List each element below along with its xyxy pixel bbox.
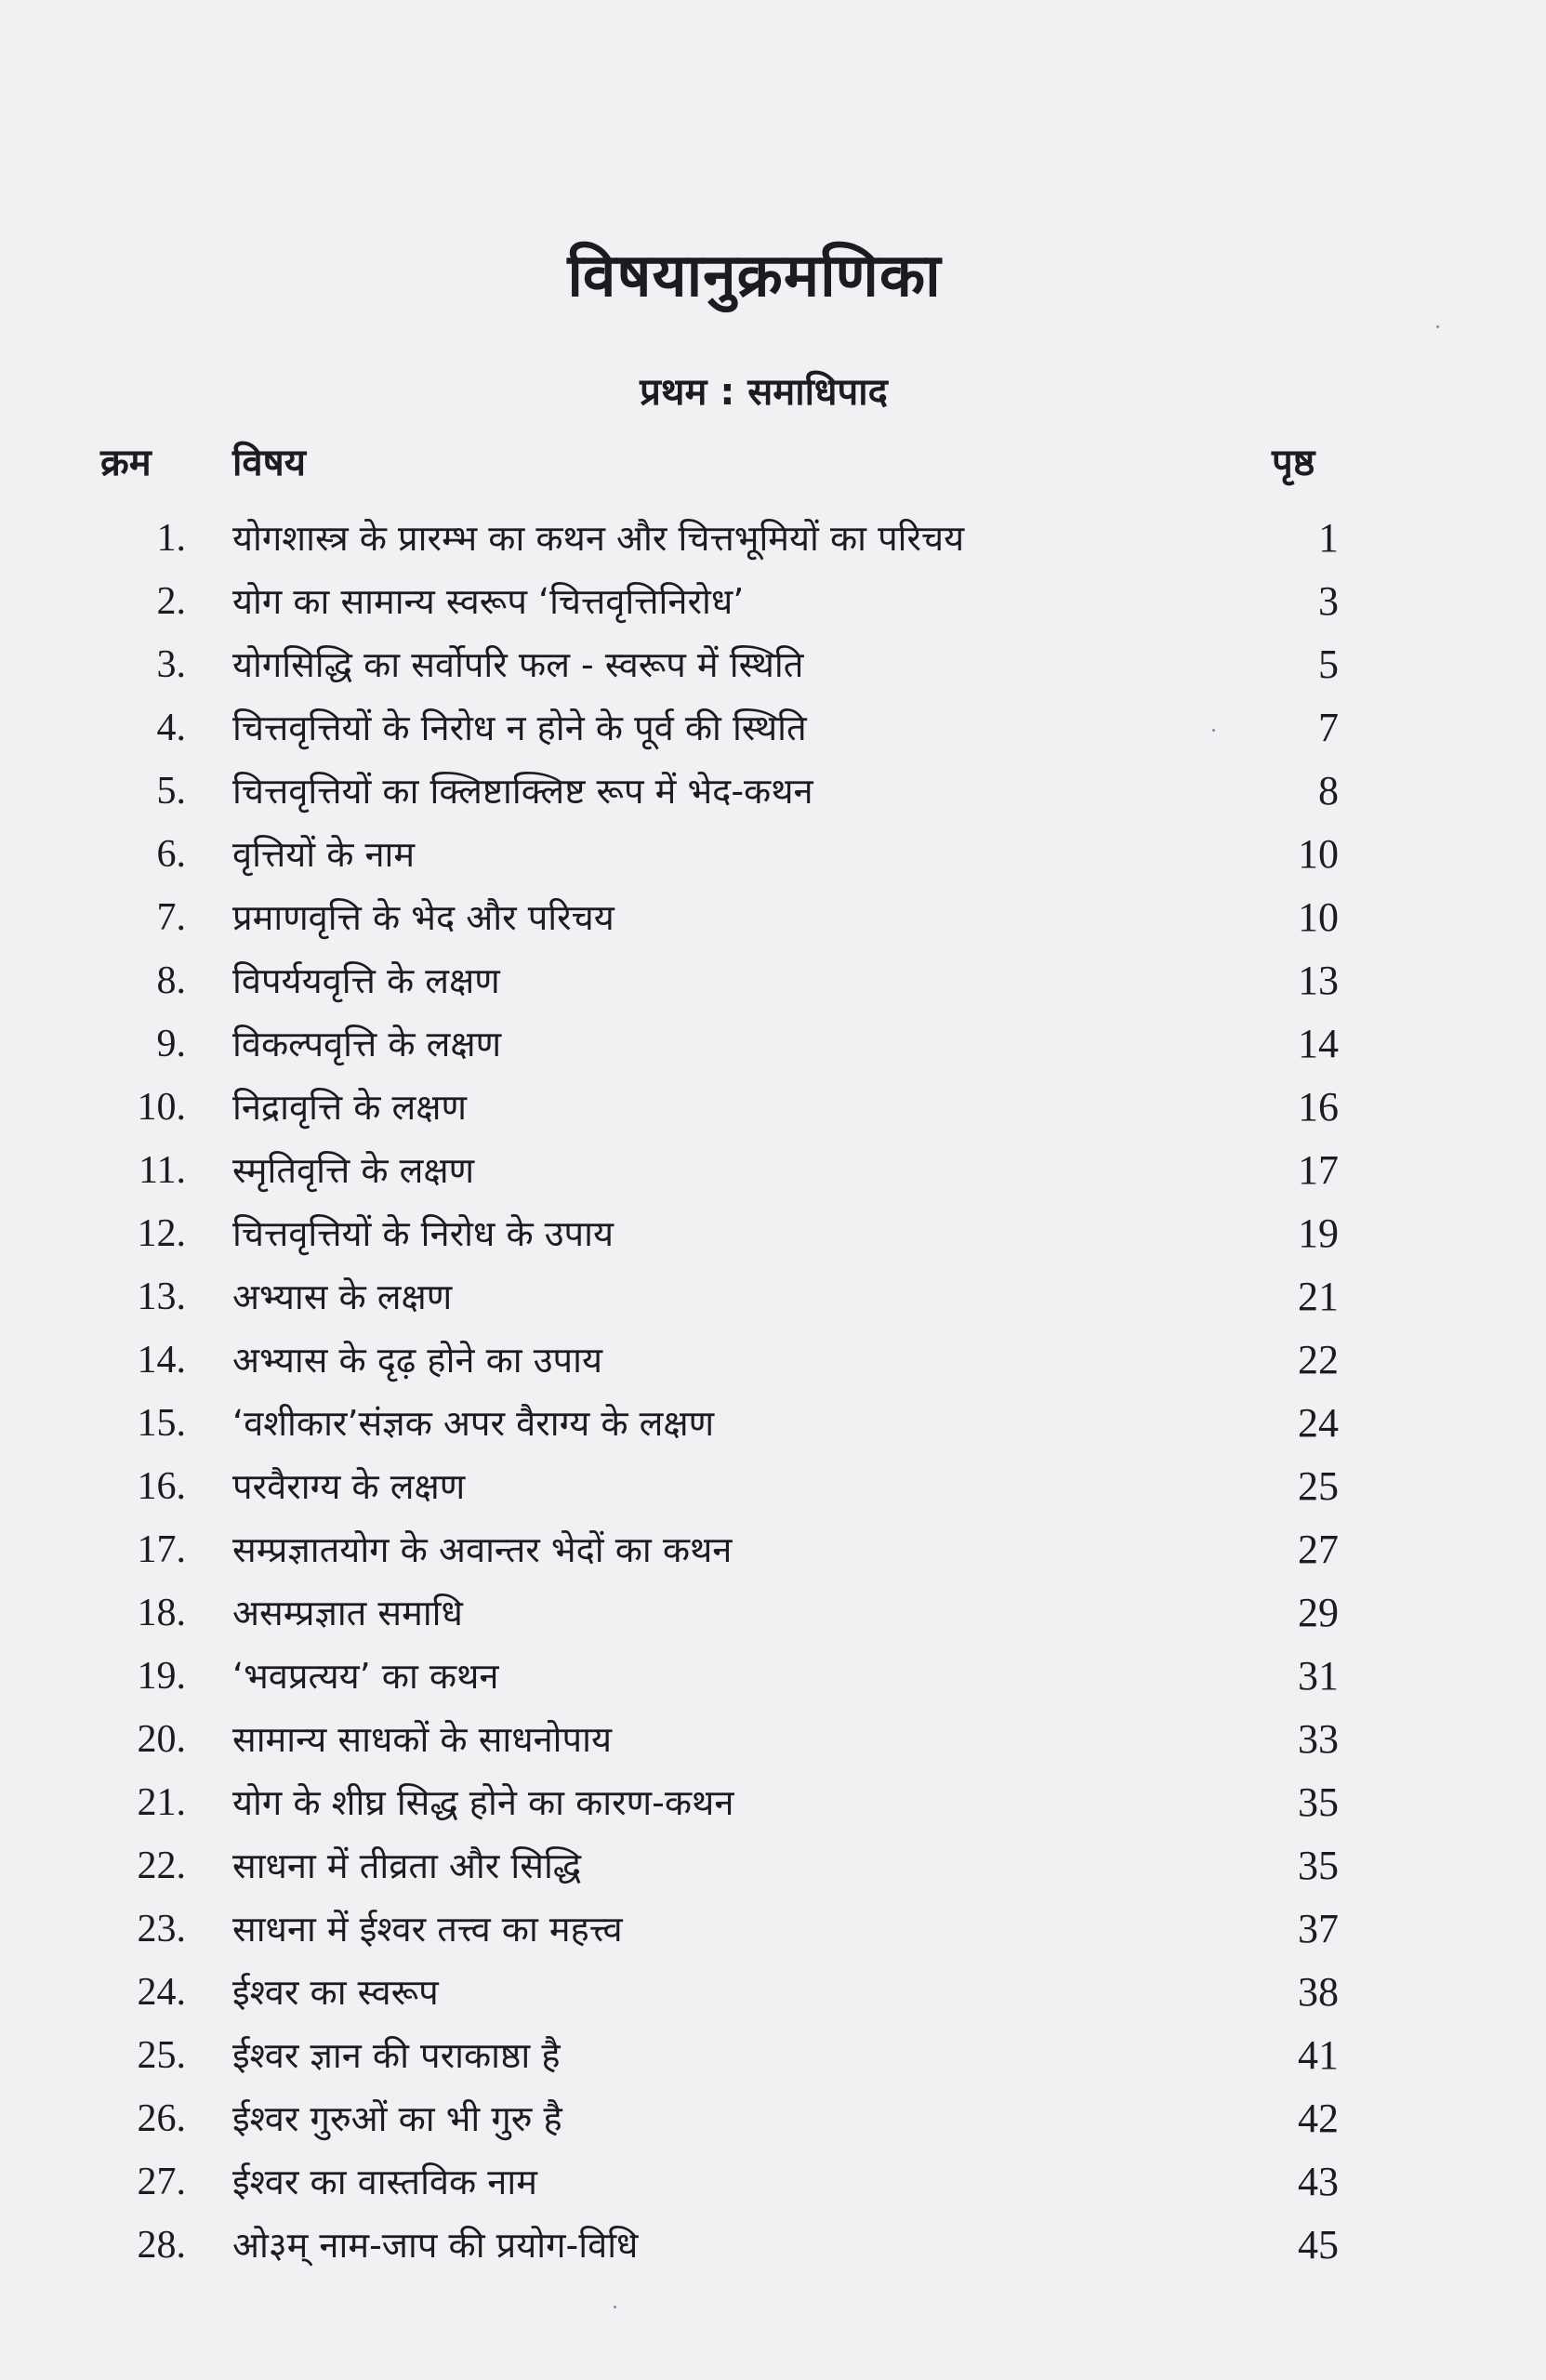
entry-topic: विकल्पवृत्ति के लक्षण bbox=[232, 1024, 502, 1064]
entry-page-number: 17 bbox=[1298, 1147, 1339, 1193]
entry-number: 24. bbox=[137, 1971, 186, 2014]
entry-page-number: 41 bbox=[1298, 2032, 1339, 2078]
entry-number: 9. bbox=[156, 1023, 186, 1065]
entry-topic: ‘वशीकार’संज्ञक अपर वैराग्य के लक्षण bbox=[232, 1403, 715, 1444]
toc-row bbox=[0, 1076, 1546, 1139]
entry-number: 4. bbox=[156, 707, 186, 749]
entry-number: 12. bbox=[137, 1212, 186, 1255]
entry-topic: योगशास्त्र के प्रारम्भ का कथन और चित्तभूमियों का परिचय bbox=[232, 518, 965, 559]
entry-topic: ओ३म् नाम-जाप की प्रयोग-विधि bbox=[232, 2225, 639, 2266]
entry-page-number: 27 bbox=[1298, 1527, 1339, 1572]
entry-page-number: 7 bbox=[1318, 705, 1339, 750]
toc-row bbox=[0, 507, 1546, 570]
toc-row bbox=[0, 823, 1546, 886]
entry-page-number: 29 bbox=[1298, 1590, 1339, 1635]
paper-speck bbox=[614, 2306, 616, 2308]
entry-topic: सामान्य साधकों के साधनोपाय bbox=[232, 1719, 612, 1760]
entry-number: 22. bbox=[137, 1844, 186, 1887]
entry-page-number: 8 bbox=[1318, 768, 1339, 813]
entry-topic: ईश्वर का स्वरूप bbox=[232, 1972, 439, 2013]
section-heading: प्रथम : समाधिपाद bbox=[640, 371, 888, 414]
entry-topic: स्मृतिवृत्ति के लक्षण bbox=[232, 1150, 475, 1191]
entry-topic: वृत्तियों के नाम bbox=[232, 834, 416, 875]
entry-number: 18. bbox=[137, 1592, 186, 1634]
entry-topic: चित्तवृत्तियों के निरोध न होने के पूर्व की स्थिति bbox=[232, 707, 807, 748]
toc-row bbox=[0, 1202, 1546, 1265]
toc-row bbox=[0, 1518, 1546, 1581]
toc-row bbox=[0, 1897, 1546, 1961]
entry-page-number: 43 bbox=[1298, 2159, 1339, 2204]
toc-row bbox=[0, 696, 1546, 760]
entry-topic: योग का सामान्य स्वरूप ‘चित्तवृत्तिनिरोध’ bbox=[232, 581, 745, 622]
entry-page-number: 21 bbox=[1298, 1274, 1339, 1319]
entry-page-number: 42 bbox=[1298, 2096, 1339, 2141]
entry-page-number: 13 bbox=[1298, 958, 1339, 1003]
entry-number: 5. bbox=[156, 770, 186, 813]
toc-row bbox=[0, 1645, 1546, 1708]
entry-number: 25. bbox=[137, 2034, 186, 2077]
entry-number: 17. bbox=[137, 1528, 186, 1571]
toc-row bbox=[0, 1834, 1546, 1897]
entry-page-number: 10 bbox=[1298, 831, 1339, 877]
entry-page-number: 33 bbox=[1298, 1716, 1339, 1762]
entry-topic: विपर्ययवृत्ति के लक्षण bbox=[232, 960, 500, 1001]
toc-row bbox=[0, 1961, 1546, 2024]
entry-number: 19. bbox=[137, 1655, 186, 1698]
toc-row bbox=[0, 949, 1546, 1012]
entry-number: 16. bbox=[137, 1465, 186, 1508]
entry-number: 6. bbox=[156, 833, 186, 876]
entry-topic: चित्तवृत्तियों के निरोध के उपाय bbox=[232, 1213, 614, 1254]
entry-topic: अभ्यास के लक्षण bbox=[232, 1276, 453, 1317]
page-title: विषयानुक्रमणिका bbox=[567, 242, 942, 311]
paper-speck bbox=[1436, 325, 1439, 328]
toc-row bbox=[0, 570, 1546, 633]
entry-topic: ईश्वर गुरुओं का भी गुरु है bbox=[232, 2098, 562, 2139]
entry-topic: ईश्वर ज्ञान की पराकाष्ठा है bbox=[232, 2035, 561, 2076]
entry-page-number: 45 bbox=[1298, 2222, 1339, 2268]
entry-topic: योग के शीघ्र सिद्ध होने का कारण-कथन bbox=[232, 1782, 734, 1823]
entry-page-number: 25 bbox=[1298, 1463, 1339, 1509]
entry-topic: निद्रावृत्ति के लक्षण bbox=[232, 1087, 468, 1128]
entry-page-number: 24 bbox=[1298, 1400, 1339, 1446]
entry-number: 3. bbox=[156, 643, 186, 686]
entry-page-number: 22 bbox=[1298, 1337, 1339, 1382]
toc-row bbox=[0, 2087, 1546, 2150]
entry-topic: असम्प्रज्ञात समाधि bbox=[232, 1593, 463, 1633]
entry-number: 15. bbox=[137, 1402, 186, 1445]
entry-page-number: 19 bbox=[1298, 1210, 1339, 1256]
entry-page-number: 5 bbox=[1318, 641, 1339, 687]
entry-topic: परवैराग्य के लक्षण bbox=[232, 1466, 466, 1507]
column-header-page: पृष्ठ bbox=[1272, 442, 1315, 484]
entry-number: 8. bbox=[156, 959, 186, 1002]
entry-topic: प्रमाणवृत्ति के भेद और परिचय bbox=[232, 897, 614, 938]
toc-row bbox=[0, 1012, 1546, 1076]
toc-row bbox=[0, 2214, 1546, 2277]
entry-number: 7. bbox=[156, 896, 186, 939]
entry-number: 10. bbox=[137, 1086, 186, 1129]
entry-page-number: 1 bbox=[1318, 515, 1339, 561]
entry-topic: सम्प्रज्ञातयोग के अवान्तर भेदों का कथन bbox=[232, 1529, 733, 1570]
column-header-topic: विषय bbox=[232, 442, 306, 484]
entry-page-number: 10 bbox=[1298, 894, 1339, 940]
toc-row bbox=[0, 1581, 1546, 1645]
toc-row bbox=[0, 1392, 1546, 1455]
toc-row bbox=[0, 886, 1546, 949]
column-header-number: क्रम bbox=[100, 442, 152, 484]
entry-topic: साधना में ईश्वर तत्त्व का महत्त्व bbox=[232, 1909, 623, 1950]
toc-row bbox=[0, 1329, 1546, 1392]
paper-speck bbox=[1212, 729, 1215, 732]
toc-row bbox=[0, 1139, 1546, 1202]
entry-number: 21. bbox=[137, 1781, 186, 1824]
toc-row bbox=[0, 760, 1546, 823]
toc-row bbox=[0, 1771, 1546, 1834]
entry-topic: साधना में तीव्रता और सिद्धि bbox=[232, 1845, 582, 1886]
entry-topic: चित्तवृत्तियों का क्लिष्टाक्लिष्ट रूप में भेद-कथन bbox=[232, 771, 813, 812]
entry-topic: अभ्यास के दृढ़ होने का उपाय bbox=[232, 1340, 602, 1381]
entry-topic: ईश्वर का वास्तविक नाम bbox=[232, 2162, 537, 2202]
entry-page-number: 14 bbox=[1298, 1021, 1339, 1066]
entry-topic: योगसिद्धि का सर्वोपरि फल - स्वरूप में स्थिति bbox=[232, 644, 804, 685]
entry-number: 26. bbox=[137, 2097, 186, 2140]
entry-number: 20. bbox=[137, 1718, 186, 1761]
toc-row bbox=[0, 2150, 1546, 2214]
entry-number: 14. bbox=[137, 1339, 186, 1382]
entry-number: 11. bbox=[139, 1149, 186, 1192]
toc-row bbox=[0, 1708, 1546, 1771]
toc-row bbox=[0, 633, 1546, 696]
entry-page-number: 35 bbox=[1298, 1843, 1339, 1888]
contents-list bbox=[0, 507, 1546, 2277]
toc-row bbox=[0, 1265, 1546, 1329]
entry-number: 1. bbox=[156, 517, 186, 560]
entry-page-number: 35 bbox=[1298, 1779, 1339, 1825]
toc-row bbox=[0, 1455, 1546, 1518]
entry-number: 23. bbox=[137, 1908, 186, 1950]
entry-page-number: 37 bbox=[1298, 1906, 1339, 1951]
entry-topic: ‘भवप्रत्यय’ का कथन bbox=[232, 1656, 499, 1697]
entry-number: 2. bbox=[156, 580, 186, 623]
entry-page-number: 16 bbox=[1298, 1084, 1339, 1130]
toc-row bbox=[0, 2024, 1546, 2087]
entry-page-number: 31 bbox=[1298, 1653, 1339, 1699]
entry-page-number: 3 bbox=[1318, 578, 1339, 624]
entry-page-number: 38 bbox=[1298, 1969, 1339, 2015]
entry-number: 28. bbox=[137, 2224, 186, 2267]
entry-number: 27. bbox=[137, 2161, 186, 2203]
entry-number: 13. bbox=[137, 1276, 186, 1318]
